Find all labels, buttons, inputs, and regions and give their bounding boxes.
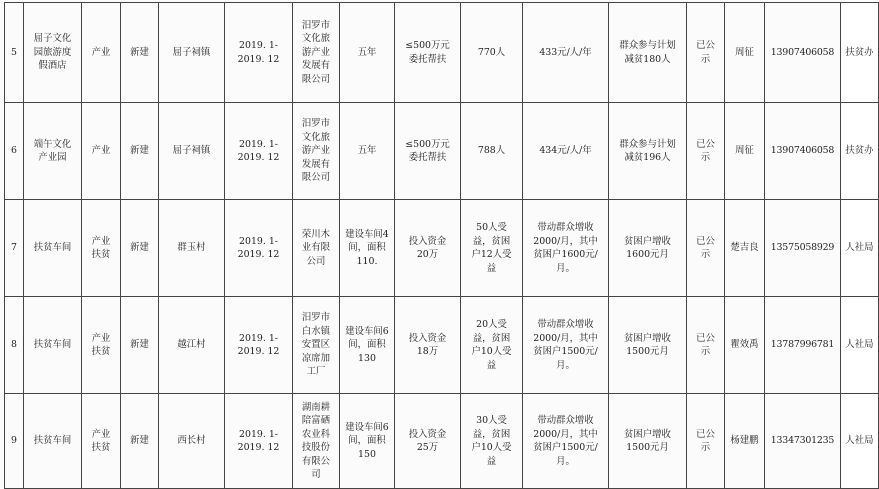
project-type-cell: 产业 扶贫 bbox=[82, 200, 121, 297]
scale-cell: 五年 bbox=[340, 103, 395, 200]
income-mechanism-cell: 带动群众增收 2000/月，其中 贫困户1500元/ 月。 bbox=[523, 297, 609, 394]
period-cell: 2019. 1- 2019. 12 bbox=[225, 103, 293, 200]
period-cell: 2019. 1- 2019. 12 bbox=[225, 297, 293, 394]
location-cell: 群玉村 bbox=[159, 200, 225, 297]
row-number-cell: 8 bbox=[5, 297, 24, 394]
implementing-entity-cell: 汨罗市 文化旅 游产业 发展有 限公司 bbox=[293, 103, 340, 200]
project-type-cell: 产业 bbox=[82, 3, 121, 103]
project-name-cell: 扶贫车间 bbox=[24, 200, 82, 297]
investment-cell: 投入资金 18万 bbox=[395, 297, 461, 394]
department-cell: 人社局 bbox=[841, 394, 879, 489]
beneficiaries-cell: 50人受 益，贫困 户12人受 益 bbox=[461, 200, 523, 297]
performance-goal-cell: 贫困户增收 1500元月 bbox=[609, 297, 687, 394]
project-name-cell: 端午文化 产业园 bbox=[24, 103, 82, 200]
period-cell: 2019. 1- 2019. 12 bbox=[225, 394, 293, 489]
investment-cell: ≤500万元 委托帮扶 bbox=[395, 103, 461, 200]
implementing-entity-cell: 荣川木 业有限 公司 bbox=[293, 200, 340, 297]
implementing-entity-cell: 湖南耕 陪富硒 农业科 技股份 有限公 司 bbox=[293, 394, 340, 489]
location-cell: 屈子祠镇 bbox=[159, 103, 225, 200]
beneficiaries-cell: 788人 bbox=[461, 103, 523, 200]
scale-cell: 建设车间6 间，面积 150 bbox=[340, 394, 395, 489]
project-name-cell: 扶贫车间 bbox=[24, 297, 82, 394]
performance-goal-cell: 群众参与计划 减贫196人 bbox=[609, 103, 687, 200]
beneficiaries-cell: 30人受 益，贫困 户10人受 益 bbox=[461, 394, 523, 489]
table-row bbox=[5, 3, 879, 103]
phone-cell: 13787996781 bbox=[765, 297, 841, 394]
construction-nature-cell: 新建 bbox=[121, 103, 159, 200]
disclosure-status-cell: 已公 示 bbox=[687, 103, 725, 200]
income-mechanism-cell: 433元/人/年 bbox=[523, 3, 609, 103]
construction-nature-cell: 新建 bbox=[121, 297, 159, 394]
department-cell: 扶贫办 bbox=[841, 3, 879, 103]
performance-goal-cell: 群众参与计划 减贫180人 bbox=[609, 3, 687, 103]
investment-cell: ≤500万元 委托帮扶 bbox=[395, 3, 461, 103]
project-type-cell: 产业 扶贫 bbox=[82, 297, 121, 394]
department-cell: 扶贫办 bbox=[841, 103, 879, 200]
phone-cell: 13907406058 bbox=[765, 3, 841, 103]
investment-cell: 投入资金 25万 bbox=[395, 394, 461, 489]
contact-person-cell: 周征 bbox=[725, 103, 765, 200]
construction-nature-cell: 新建 bbox=[121, 394, 159, 489]
scale-cell: 建设车间4 间，面积 110. bbox=[340, 200, 395, 297]
row-number-cell: 9 bbox=[5, 394, 24, 489]
performance-goal-cell: 贫困户增收 1500元月 bbox=[609, 394, 687, 489]
location-cell: 屈子祠镇 bbox=[159, 3, 225, 103]
contact-person-cell: 瞿效禹 bbox=[725, 297, 765, 394]
location-cell: 越江村 bbox=[159, 297, 225, 394]
table-row bbox=[5, 103, 879, 200]
beneficiaries-cell: 770人 bbox=[461, 3, 523, 103]
investment-cell: 投入资金 20万 bbox=[395, 200, 461, 297]
disclosure-status-cell: 已公 示 bbox=[687, 297, 725, 394]
scale-cell: 建设车间6 间，面积 130 bbox=[340, 297, 395, 394]
project-name-cell: 屈子文化 园旅游度 假酒店 bbox=[24, 3, 82, 103]
phone-cell: 13907406058 bbox=[765, 103, 841, 200]
location-cell: 西长村 bbox=[159, 394, 225, 489]
income-mechanism-cell: 带动群众增收 2000/月，其中 贫困户1600元/ 月。 bbox=[523, 200, 609, 297]
project-table bbox=[4, 2, 879, 489]
disclosure-status-cell: 已公 示 bbox=[687, 200, 725, 297]
performance-goal-cell: 贫困户增收 1600元月 bbox=[609, 200, 687, 297]
table-row bbox=[5, 394, 879, 489]
table-row bbox=[5, 297, 879, 394]
income-mechanism-cell: 带动群众增收 2000/月，其中 贫困户1500元/ 月。 bbox=[523, 394, 609, 489]
contact-person-cell: 周征 bbox=[725, 3, 765, 103]
disclosure-status-cell: 已公 示 bbox=[687, 3, 725, 103]
row-number-cell: 6 bbox=[5, 103, 24, 200]
phone-cell: 13347301235 bbox=[765, 394, 841, 489]
row-number-cell: 7 bbox=[5, 200, 24, 297]
project-type-cell: 产业 bbox=[82, 103, 121, 200]
construction-nature-cell: 新建 bbox=[121, 3, 159, 103]
row-number-cell: 5 bbox=[5, 3, 24, 103]
department-cell: 人社局 bbox=[841, 297, 879, 394]
beneficiaries-cell: 20人受 益，贫困 户10人受 益 bbox=[461, 297, 523, 394]
project-name-cell: 扶贫车间 bbox=[24, 394, 82, 489]
period-cell: 2019. 1- 2019. 12 bbox=[225, 3, 293, 103]
table-row bbox=[5, 200, 879, 297]
project-type-cell: 产业 扶贫 bbox=[82, 394, 121, 489]
construction-nature-cell: 新建 bbox=[121, 200, 159, 297]
income-mechanism-cell: 434元/人/年 bbox=[523, 103, 609, 200]
contact-person-cell: 杨建鹏 bbox=[725, 394, 765, 489]
department-cell: 人社局 bbox=[841, 200, 879, 297]
scale-cell: 五年 bbox=[340, 3, 395, 103]
implementing-entity-cell: 汨罗市 白水镇 安置区 凉席加 工厂 bbox=[293, 297, 340, 394]
implementing-entity-cell: 汨罗市 文化旅 游产业 发展有 限公司 bbox=[293, 3, 340, 103]
phone-cell: 13575058929 bbox=[765, 200, 841, 297]
contact-person-cell: 楚吉良 bbox=[725, 200, 765, 297]
disclosure-status-cell: 已公 示 bbox=[687, 394, 725, 489]
period-cell: 2019. 1- 2019. 12 bbox=[225, 200, 293, 297]
